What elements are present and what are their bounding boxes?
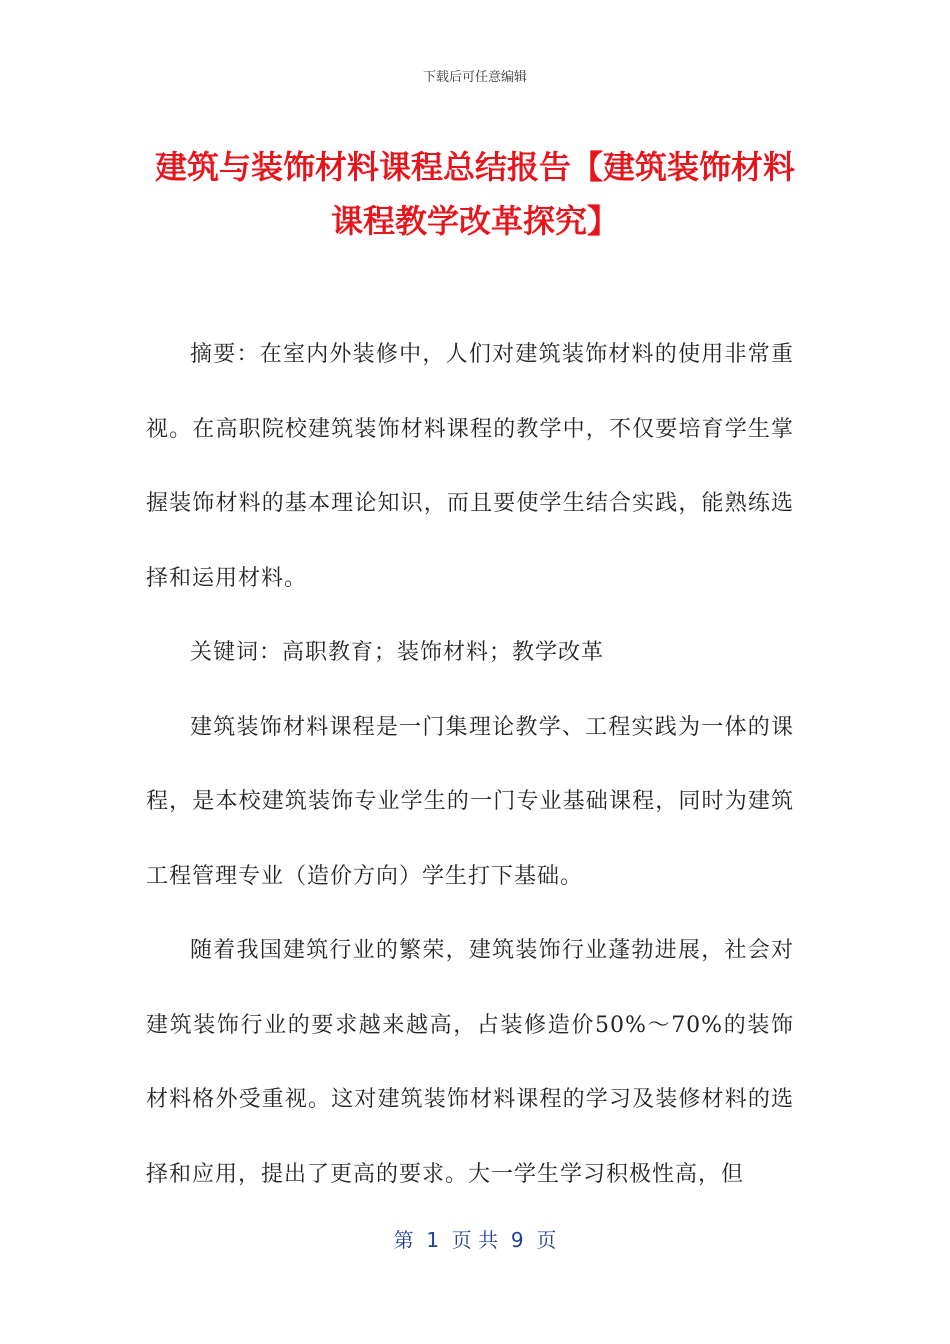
body-paragraph: 随着我国建筑行业的繁荣，建筑装饰行业蓬勃进展，社会对建筑装饰行业的要求越来越高，占装修造价50%～70%的装饰材料格外受重视。这对建筑装饰材料课程的学习及装修材料的选择和应用，提出了更高的要求。大一学生学习积极性高，但	[146, 938, 794, 1187]
header-note: 下载后可任意编辑	[422, 70, 527, 85]
body-paragraph: 建筑装饰材料课程是一门集理论教学、工程实践为一体的课程，是本校建筑装饰专业学生的一门专业基础课程，同时为建筑工程管理专业（造价方向）学生打下基础。	[146, 714, 794, 889]
page-number: 第 1 页 共 9 页	[393, 1228, 557, 1252]
document-title: 建筑与装饰材料课程总结报告【建筑装饰材料课程教学改革探究】	[154, 148, 795, 240]
keywords-paragraph: 关键词：高职教育；装饰材料；教学改革	[190, 640, 605, 665]
document-body	[146, 318, 794, 1212]
abstract-paragraph: 摘要：在室内外装修中，人们对建筑装饰材料的使用非常重视。在高职院校建筑装饰材料课程的教学中，不仅要培育学生掌握装饰材料的基本理论知识，而且要使学生结合实践，能熟练选择和运用材料。	[146, 342, 794, 591]
